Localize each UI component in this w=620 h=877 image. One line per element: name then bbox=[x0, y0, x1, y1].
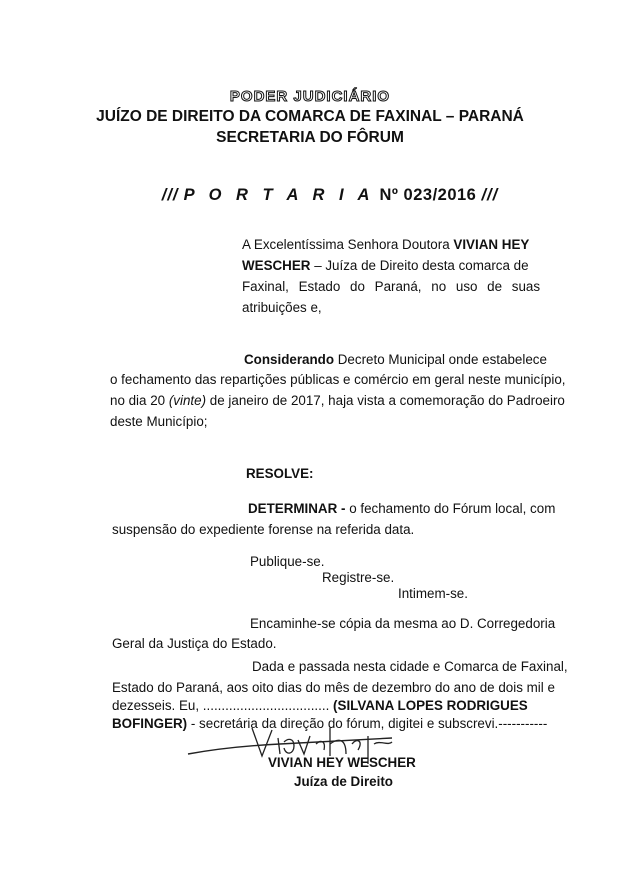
header-poder-judiciario: PODER JUDICIÁRIO bbox=[229, 88, 391, 105]
closing-line-3 bbox=[112, 699, 528, 712]
considerando-line-2: o fechamento das repartições públicas e comércio em geral neste município, bbox=[110, 372, 566, 387]
closing-text-4a: BOFINGER) bbox=[112, 716, 188, 731]
considerando-text-1: Decreto Municipal onde estabelece bbox=[337, 352, 547, 367]
determinar-text-1: o fechamento do Fórum local, com bbox=[349, 501, 556, 516]
encaminhe-line-2: Geral da Justiça do Estado. bbox=[112, 636, 277, 651]
intro-name-part-1: VIVIAN HEY bbox=[453, 237, 530, 252]
intro-line-2 bbox=[242, 259, 529, 272]
closing-line-1: Dada e passada nesta cidade e Comarca de Faxinal, bbox=[252, 659, 568, 674]
intimem-se: Intimem-se. bbox=[398, 586, 468, 601]
closing-text-4b: - secretária da direção do fórum, digitei e subscrevi.----------- bbox=[190, 716, 548, 731]
intro-line-3: Faxinal, Estado do Paraná, no uso de suas bbox=[242, 279, 541, 294]
considerando-text-3b: de janeiro de 2017, haja vista a comemoração do Padroeiro bbox=[209, 393, 565, 408]
determinar-label: DETERMINAR - bbox=[248, 501, 346, 516]
portaria-number: Nº 023/2016 bbox=[379, 186, 477, 204]
considerando-label: Considerando bbox=[244, 352, 335, 367]
signatory-name: VIVIAN HEY WESCHER bbox=[268, 755, 416, 770]
portaria-suffix: /// bbox=[481, 186, 499, 204]
considerando-line-1 bbox=[244, 353, 547, 366]
portaria-word: P O R T A R I A bbox=[183, 186, 375, 204]
intro-text-2: – Juíza de Direito desta comarca de bbox=[314, 258, 529, 273]
considerando-text-3a: no dia 20 bbox=[110, 393, 166, 408]
publique-se: Publique-se. bbox=[250, 554, 325, 569]
signatory-role: Juíza de Direito bbox=[294, 774, 393, 789]
portaria-title bbox=[0, 186, 620, 205]
intro-name-part-2: WESCHER bbox=[242, 258, 311, 273]
determinar-line-2: suspensão do expediente forense na referida data. bbox=[112, 522, 415, 537]
considerando-text-3-italic: (vinte) bbox=[168, 393, 207, 408]
header-secretaria: SECRETARIA DO FÔRUM bbox=[216, 129, 404, 146]
resolve-heading: RESOLVE: bbox=[246, 466, 314, 481]
encaminhe-line-1: Encaminhe-se cópia da mesma ao D. Corregedoria bbox=[250, 616, 556, 631]
closing-text-3a: dezesseis. Eu, .................................. bbox=[112, 698, 330, 713]
registre-se: Registre-se. bbox=[322, 570, 395, 585]
intro-line-1 bbox=[242, 238, 529, 251]
closing-text-3b: (SILVANA LOPES RODRIGUES bbox=[333, 698, 528, 713]
closing-line-2: Estado do Paraná, aos oito dias do mês de dezembro do ano de dois mil e bbox=[112, 680, 555, 695]
considerando-line-3 bbox=[110, 394, 565, 407]
considerando-line-4: deste Município; bbox=[110, 414, 208, 429]
portaria-prefix: /// bbox=[161, 186, 179, 204]
intro-line-4: atribuições e, bbox=[242, 300, 322, 315]
intro-text-1: A Excelentíssima Senhora Doutora bbox=[242, 237, 450, 252]
header-juizo: JUÍZO DE DIREITO DA COMARCA DE FAXINAL – PARANÁ bbox=[96, 108, 524, 125]
determinar-line-1 bbox=[248, 502, 555, 515]
